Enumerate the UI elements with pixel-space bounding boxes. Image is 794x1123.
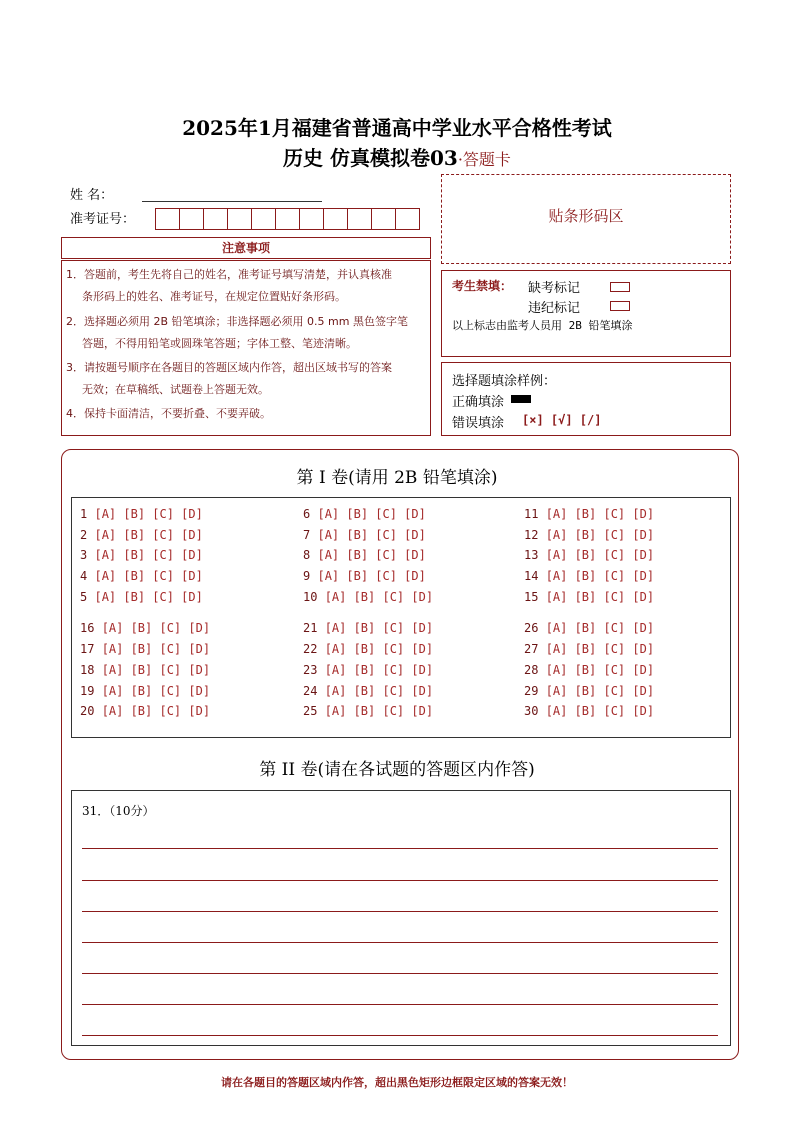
barcode-area-label: 贴条形码区 [548,207,624,225]
violation-mark-label: 违纪标记 [528,301,581,316]
question-number: 23 [303,663,318,677]
question-number: 3 [80,548,88,562]
choice-question[interactable] [524,621,654,635]
answer-line[interactable] [82,880,718,881]
answer-options[interactable]: [A] [B] [C] [D] [545,663,655,677]
prohibited-label: 考生禁填： [452,279,513,293]
notes-title: 注意事项 [61,237,431,259]
choice-question[interactable] [303,507,426,521]
notes-item-3: 3．请按题号顺序在各题目的答题区域内作答，超出区域书写的答案 [66,361,392,374]
question-number: 6 [303,507,311,521]
question-number: 17 [80,642,95,656]
answer-options[interactable]: [A] [B] [C] [D] [94,528,203,542]
fill-example-title: 选择题填涂样例： [452,374,557,389]
question-number: 7 [303,528,311,542]
wrong-fill-samples: [×] [√] [/] [522,413,602,427]
choice-question[interactable] [524,569,654,583]
exam-number-label: 准考证号： [70,212,136,227]
question-number: 12 [524,528,539,542]
choice-question[interactable] [524,590,654,604]
choice-question[interactable] [303,621,433,635]
notes-item-1: 1．答题前，考生先将自己的姓名，准考证号填写清楚，并认真核准 [66,268,392,281]
question-number: 21 [303,621,318,635]
question-number: 28 [524,663,539,677]
exam-number-cell[interactable] [227,208,252,230]
answer-options[interactable]: [A] [B] [C] [D] [94,590,203,604]
notes-item-1b: 条形码上的姓名、准考证号，在规定位置贴好条形码。 [82,290,346,303]
question-number: 16 [80,621,95,635]
question-number: 22 [303,642,318,656]
section1-title: 第 I 卷(请用 2B 铅笔填涂) [296,468,498,488]
barcode-area [441,174,731,264]
notes-item-2: 2．选择题必须用 2B 铅笔填涂；非选择题必须用 0.5 mm 黑色签字笔 [66,315,408,328]
question-31-label: 31．（10分） [82,804,155,818]
question-number: 25 [303,704,318,718]
question-number: 10 [303,590,318,604]
answer-options[interactable]: [A] [B] [C] [D] [545,590,655,604]
choice-question[interactable] [80,704,210,718]
exam-subtitle [0,142,794,171]
choice-question[interactable] [303,548,426,562]
exam-title: 2025年1月福建省普通高中学业水平合格性考试 [182,116,612,140]
answer-options[interactable]: [A] [B] [C] [D] [545,642,655,656]
answer-options[interactable]: [A] [B] [C] [D] [545,684,655,698]
question-number: 9 [303,569,311,583]
choice-question[interactable] [303,663,433,677]
answer-options[interactable]: [A] [B] [C] [D] [324,621,434,635]
name-label: 姓 名： [70,188,114,203]
prohibited-note: 以上标志由监考人员用 2B 铅笔填涂 [452,319,633,332]
answer-options[interactable]: [A] [B] [C] [D] [545,528,655,542]
question-number: 19 [80,684,95,698]
question-number: 4 [80,569,88,583]
answer-options[interactable]: [A] [B] [C] [D] [324,642,434,656]
exam-number-cell[interactable] [323,208,348,230]
question-number: 11 [524,507,539,521]
answer-options[interactable]: [A] [B] [C] [D] [545,548,655,562]
question-number: 30 [524,704,539,718]
answer-options[interactable]: [A] [B] [C] [D] [94,569,203,583]
answer-line[interactable] [82,911,718,912]
choice-question[interactable] [524,548,654,562]
choice-question[interactable] [303,642,433,656]
answer-options[interactable]: [A] [B] [C] [D] [324,590,434,604]
question-number: 2 [80,528,88,542]
question-number: 13 [524,548,539,562]
choice-question[interactable] [303,704,433,718]
notes-item-3b: 无效；在草稿纸、试题卷上答题无效。 [82,383,269,396]
answer-options[interactable]: [A] [B] [C] [D] [324,704,434,718]
correct-fill-label: 正确填涂 [452,395,505,410]
question-number: 1 [80,507,88,521]
answer-options[interactable]: [A] [B] [C] [D] [101,642,211,656]
answer-options[interactable]: [A] [B] [C] [D] [101,704,211,718]
name-input-line[interactable] [142,201,322,202]
written-answer-box [71,790,731,1046]
choice-question[interactable] [80,621,210,635]
answer-line[interactable] [82,848,718,849]
question-number: 29 [524,684,539,698]
section2-title: 第 II 卷(请在各试题的答题区内作答) [259,760,535,780]
question-number: 8 [303,548,311,562]
choice-question[interactable] [524,642,654,656]
choice-question[interactable] [524,528,654,542]
notes-item-2b: 答题，不得用铅笔或圆珠笔答题；字体工整、笔迹清晰。 [82,337,357,350]
answer-options[interactable]: [A] [B] [C] [D] [324,663,434,677]
notes-item-4: 4．保持卡面清洁，不要折叠、不要弄破。 [66,407,271,420]
violation-mark-box[interactable] [610,301,630,311]
answer-options[interactable]: [A] [B] [C] [D] [317,507,426,521]
choice-question[interactable] [303,684,433,698]
answer-line[interactable] [82,942,718,943]
choice-question[interactable] [80,507,203,521]
choice-question[interactable] [80,528,203,542]
answer-options[interactable]: [A] [B] [C] [D] [94,548,203,562]
choice-question[interactable] [303,528,426,542]
exam-number-cell[interactable] [155,208,180,230]
choice-question[interactable] [80,663,210,677]
question-number: 26 [524,621,539,635]
choice-question[interactable] [80,548,203,562]
question-number: 18 [80,663,95,677]
answer-options[interactable]: [A] [B] [C] [D] [101,663,211,677]
answer-options[interactable]: [A] [B] [C] [D] [94,507,203,521]
wrong-fill-label: 错误填涂 [452,416,505,431]
answer-options[interactable]: [A] [B] [C] [D] [545,621,655,635]
footer-warning: 请在各题目的答题区域内作答，超出黑色矩形边框限定区域的答案无效！ [221,1076,573,1089]
answer-line[interactable] [82,973,718,974]
choice-question[interactable] [524,507,654,521]
answer-options[interactable]: [A] [B] [C] [D] [545,569,655,583]
choice-question[interactable] [303,590,433,604]
question-number: 24 [303,684,318,698]
question-number: 20 [80,704,95,718]
correct-fill-sample [511,395,531,403]
choice-question[interactable] [524,704,654,718]
absent-mark-label: 缺考标记 [528,281,581,296]
answer-options[interactable]: [A] [B] [C] [D] [317,569,426,583]
choice-question[interactable] [80,569,203,583]
exam-number-cell[interactable] [395,208,420,230]
answer-options[interactable]: [A] [B] [C] [D] [317,548,426,562]
question-number: 14 [524,569,539,583]
exam-number-cell[interactable] [371,208,396,230]
answer-line[interactable] [82,1004,718,1005]
choice-question[interactable] [80,684,210,698]
choice-question[interactable] [524,663,654,677]
subtitle-main: 历史 仿真模拟卷03 [283,146,458,170]
exam-number-cell[interactable] [299,208,324,230]
choice-question[interactable] [80,590,203,604]
exam-number-cell[interactable] [203,208,228,230]
exam-number-cell[interactable] [347,208,372,230]
answer-options[interactable]: [A] [B] [C] [D] [101,684,211,698]
answer-options[interactable]: [A] [B] [C] [D] [324,684,434,698]
exam-number-cell[interactable] [179,208,204,230]
answer-options[interactable]: [A] [B] [C] [D] [317,528,426,542]
answer-options[interactable]: [A] [B] [C] [D] [545,507,655,521]
subtitle-answer-card: ·答题卡 [457,150,511,169]
choice-question[interactable] [303,569,426,583]
exam-number-cell[interactable] [275,208,300,230]
exam-number-cell[interactable] [251,208,276,230]
choice-question[interactable] [80,642,210,656]
answer-options[interactable]: [A] [B] [C] [D] [101,621,211,635]
answer-options[interactable]: [A] [B] [C] [D] [545,704,655,718]
question-number: 27 [524,642,539,656]
question-number: 15 [524,590,539,604]
choice-question[interactable] [524,684,654,698]
question-number: 5 [80,590,88,604]
answer-line[interactable] [82,1035,718,1036]
absent-mark-box[interactable] [610,282,630,292]
